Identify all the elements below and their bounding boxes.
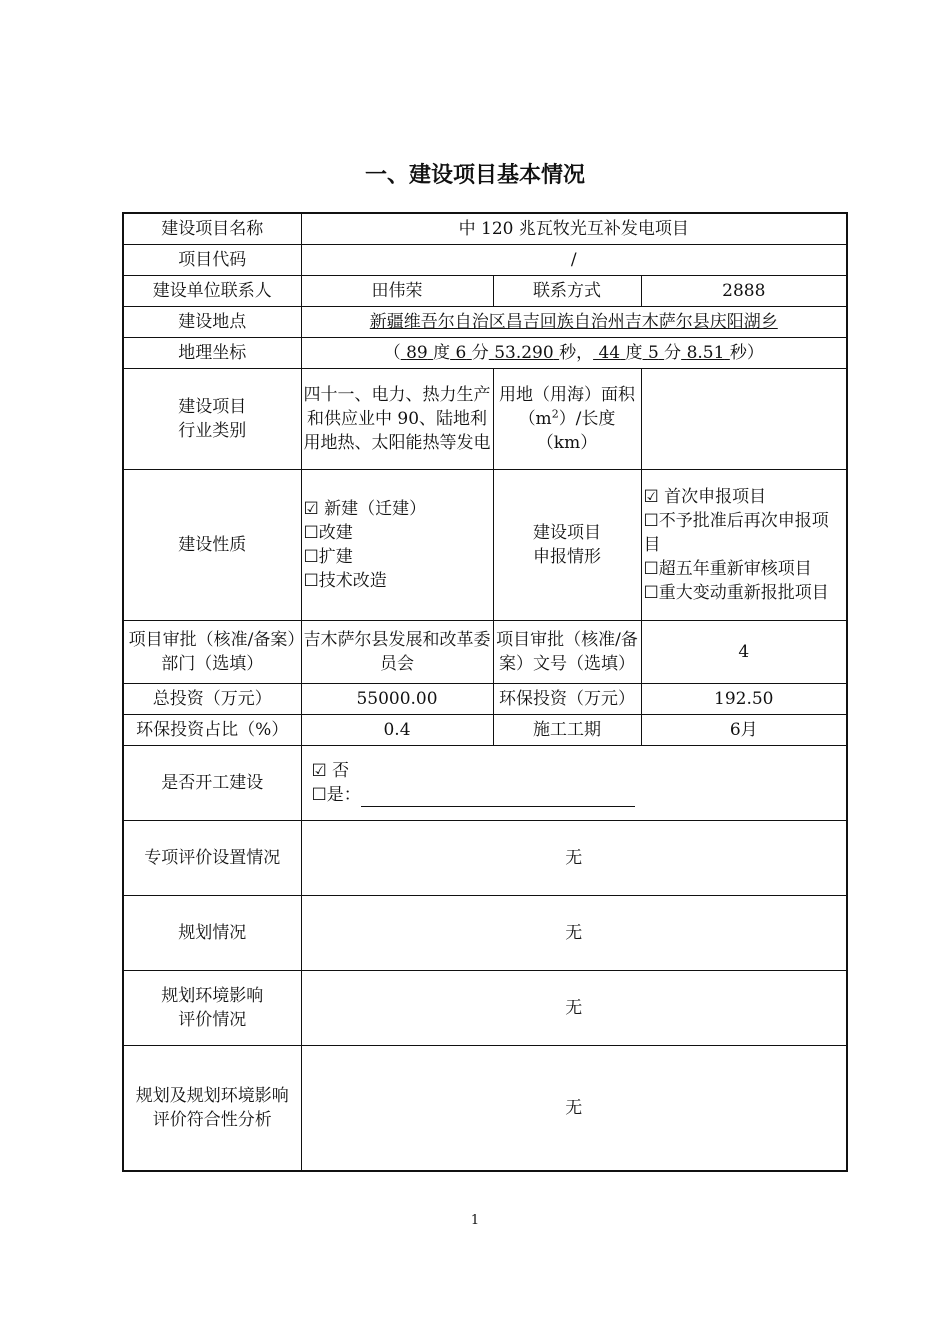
table-row xyxy=(123,275,847,306)
unit-sec: 秒 xyxy=(729,342,747,363)
special-value: 无 xyxy=(301,820,847,895)
cell-label xyxy=(493,469,641,620)
checkbox-major-change: ☐重大变动重新报批项目 xyxy=(643,582,829,603)
cell-label: 项目审批（核准/备案）部门（选填） xyxy=(123,620,301,683)
checkbox-resubmit: ☐不予批准后再次申报项目 xyxy=(643,510,829,555)
total-investment: 55000.00 xyxy=(301,683,493,714)
table-row xyxy=(123,620,847,683)
location-value: 新疆维吾尔自治区昌吉回族自治州吉木萨尔县庆阳湖乡 xyxy=(369,311,778,332)
lon-min-value: 6 xyxy=(455,342,467,363)
table-row xyxy=(123,213,847,244)
checkbox-no: ☑ 否 xyxy=(311,760,350,781)
cell-label: 项目审批（核准/备案）文号（选填） xyxy=(493,620,641,683)
checkbox-first: ☑ 首次申报项目 xyxy=(643,486,767,507)
table-row xyxy=(123,820,847,895)
cell-label: 施工工期 xyxy=(493,714,641,745)
planning-value: 无 xyxy=(301,895,847,970)
contact-info: 2888 xyxy=(641,275,847,306)
table-row xyxy=(123,683,847,714)
page-number: 1 xyxy=(470,1213,480,1228)
checkbox-expand: ☐扩建 xyxy=(303,546,353,567)
project-name: 中 120 兆瓦牧光互补发电项目 xyxy=(301,213,847,244)
lat-min xyxy=(643,343,665,363)
contact-person: 田伟荣 xyxy=(301,275,493,306)
plan-env-label-line2: 评价情况 xyxy=(178,1009,247,1030)
checkbox-tech: ☐技术改造 xyxy=(303,570,387,591)
table-row xyxy=(123,714,847,745)
paren-close: ） xyxy=(746,342,764,363)
unit-min: 分 xyxy=(664,342,682,363)
cell-label: 环保投资（万元） xyxy=(493,683,641,714)
cell-label xyxy=(123,970,301,1045)
cell-label: 规划情况 xyxy=(123,895,301,970)
checkbox-yes-label: ☐是： xyxy=(311,784,361,805)
cell-label: 地理坐标 xyxy=(123,337,301,368)
cell-label: 建设项目名称 xyxy=(123,213,301,244)
construction-period: 6月 xyxy=(641,714,847,745)
table-row xyxy=(123,368,847,469)
report-options xyxy=(641,469,847,620)
lon-sec-value: 53.290 xyxy=(494,342,554,363)
area-label-post: ）/长度（km） xyxy=(536,408,616,453)
nature-options xyxy=(301,469,493,620)
cell-label: 专项评价设置情况 xyxy=(123,820,301,895)
table-row xyxy=(123,469,847,620)
industry-label-line2: 行业类别 xyxy=(178,420,247,441)
cell-label: 建设地点 xyxy=(123,306,301,337)
area-label-pre: （m xyxy=(518,408,552,429)
report-label-line2: 申报情形 xyxy=(533,546,601,567)
cell-label: 项目代码 xyxy=(123,244,301,275)
project-code: / xyxy=(301,244,847,275)
coordinates xyxy=(301,337,847,368)
area-label-sup: 2 xyxy=(551,406,559,420)
approval-dept: 吉木萨尔县发展和改革委员会 xyxy=(301,620,493,683)
lon-deg xyxy=(401,343,433,363)
cell-label: 建设性质 xyxy=(123,469,301,620)
lat-deg-value: 44 xyxy=(598,342,621,363)
plan-conform-label-line2: 评价符合性分析 xyxy=(152,1109,272,1130)
industry-label-line1: 建设项目 xyxy=(178,396,247,417)
checkbox-rebuild: ☐改建 xyxy=(303,522,353,543)
table-row xyxy=(123,745,847,820)
area-label-line2 xyxy=(496,407,639,455)
cell-label: 环保投资占比（%） xyxy=(123,714,301,745)
location xyxy=(301,306,847,337)
industry-category: 四十一、电力、热力生产和供应业中 90、陆地利用地热、太阳能热等发电 xyxy=(301,368,493,469)
lat-sec xyxy=(681,343,730,363)
started-options xyxy=(301,745,847,820)
plan-conform-value: 无 xyxy=(301,1045,847,1171)
checkbox-new: ☑ 新建（迁建） xyxy=(303,498,427,519)
unit-min: 分 xyxy=(471,342,489,363)
lon-min xyxy=(450,343,472,363)
cell-label xyxy=(123,1045,301,1171)
blank-line xyxy=(361,788,635,807)
report-label-line1: 建设项目 xyxy=(533,522,601,543)
cell-label: 联系方式 xyxy=(493,275,641,306)
cell-label: 建设单位联系人 xyxy=(123,275,301,306)
plan-conform-label-line1: 规划及规划环境影响 xyxy=(135,1085,289,1106)
table-row xyxy=(123,306,847,337)
table-row xyxy=(123,244,847,275)
lon-sec xyxy=(489,343,559,363)
env-ratio: 0.4 xyxy=(301,714,493,745)
cell-label xyxy=(123,368,301,469)
lat-min-value: 5 xyxy=(647,342,659,363)
plan-env-value: 无 xyxy=(301,970,847,1045)
env-investment: 192.50 xyxy=(641,683,847,714)
cell-label: 是否开工建设 xyxy=(123,745,301,820)
paren-open: （ xyxy=(383,342,401,363)
lat-deg xyxy=(593,343,625,363)
unit-deg: 度 xyxy=(625,342,643,363)
area-value xyxy=(641,368,847,469)
checkbox-review: ☐超五年重新审核项目 xyxy=(643,558,812,579)
lon-deg-value: 89 xyxy=(406,342,428,363)
checkbox-yes xyxy=(312,783,845,807)
page-title: 一、建设项目基本情况 xyxy=(364,163,585,188)
table-row xyxy=(123,337,847,368)
cell-label: 总投资（万元） xyxy=(123,683,301,714)
area-label-line1: 用地（用海）面积 xyxy=(499,384,635,405)
plan-env-label-line1: 规划环境影响 xyxy=(161,985,264,1006)
lat-sec-value: 8.51 xyxy=(686,342,725,363)
project-info-table xyxy=(122,212,848,1172)
cell-label xyxy=(493,368,641,469)
approval-number: 4 xyxy=(641,620,847,683)
unit-sec: 秒， xyxy=(559,342,594,363)
table-row xyxy=(123,895,847,970)
table-row xyxy=(123,970,847,1045)
unit-deg: 度 xyxy=(433,342,451,363)
table-row xyxy=(123,1045,847,1171)
